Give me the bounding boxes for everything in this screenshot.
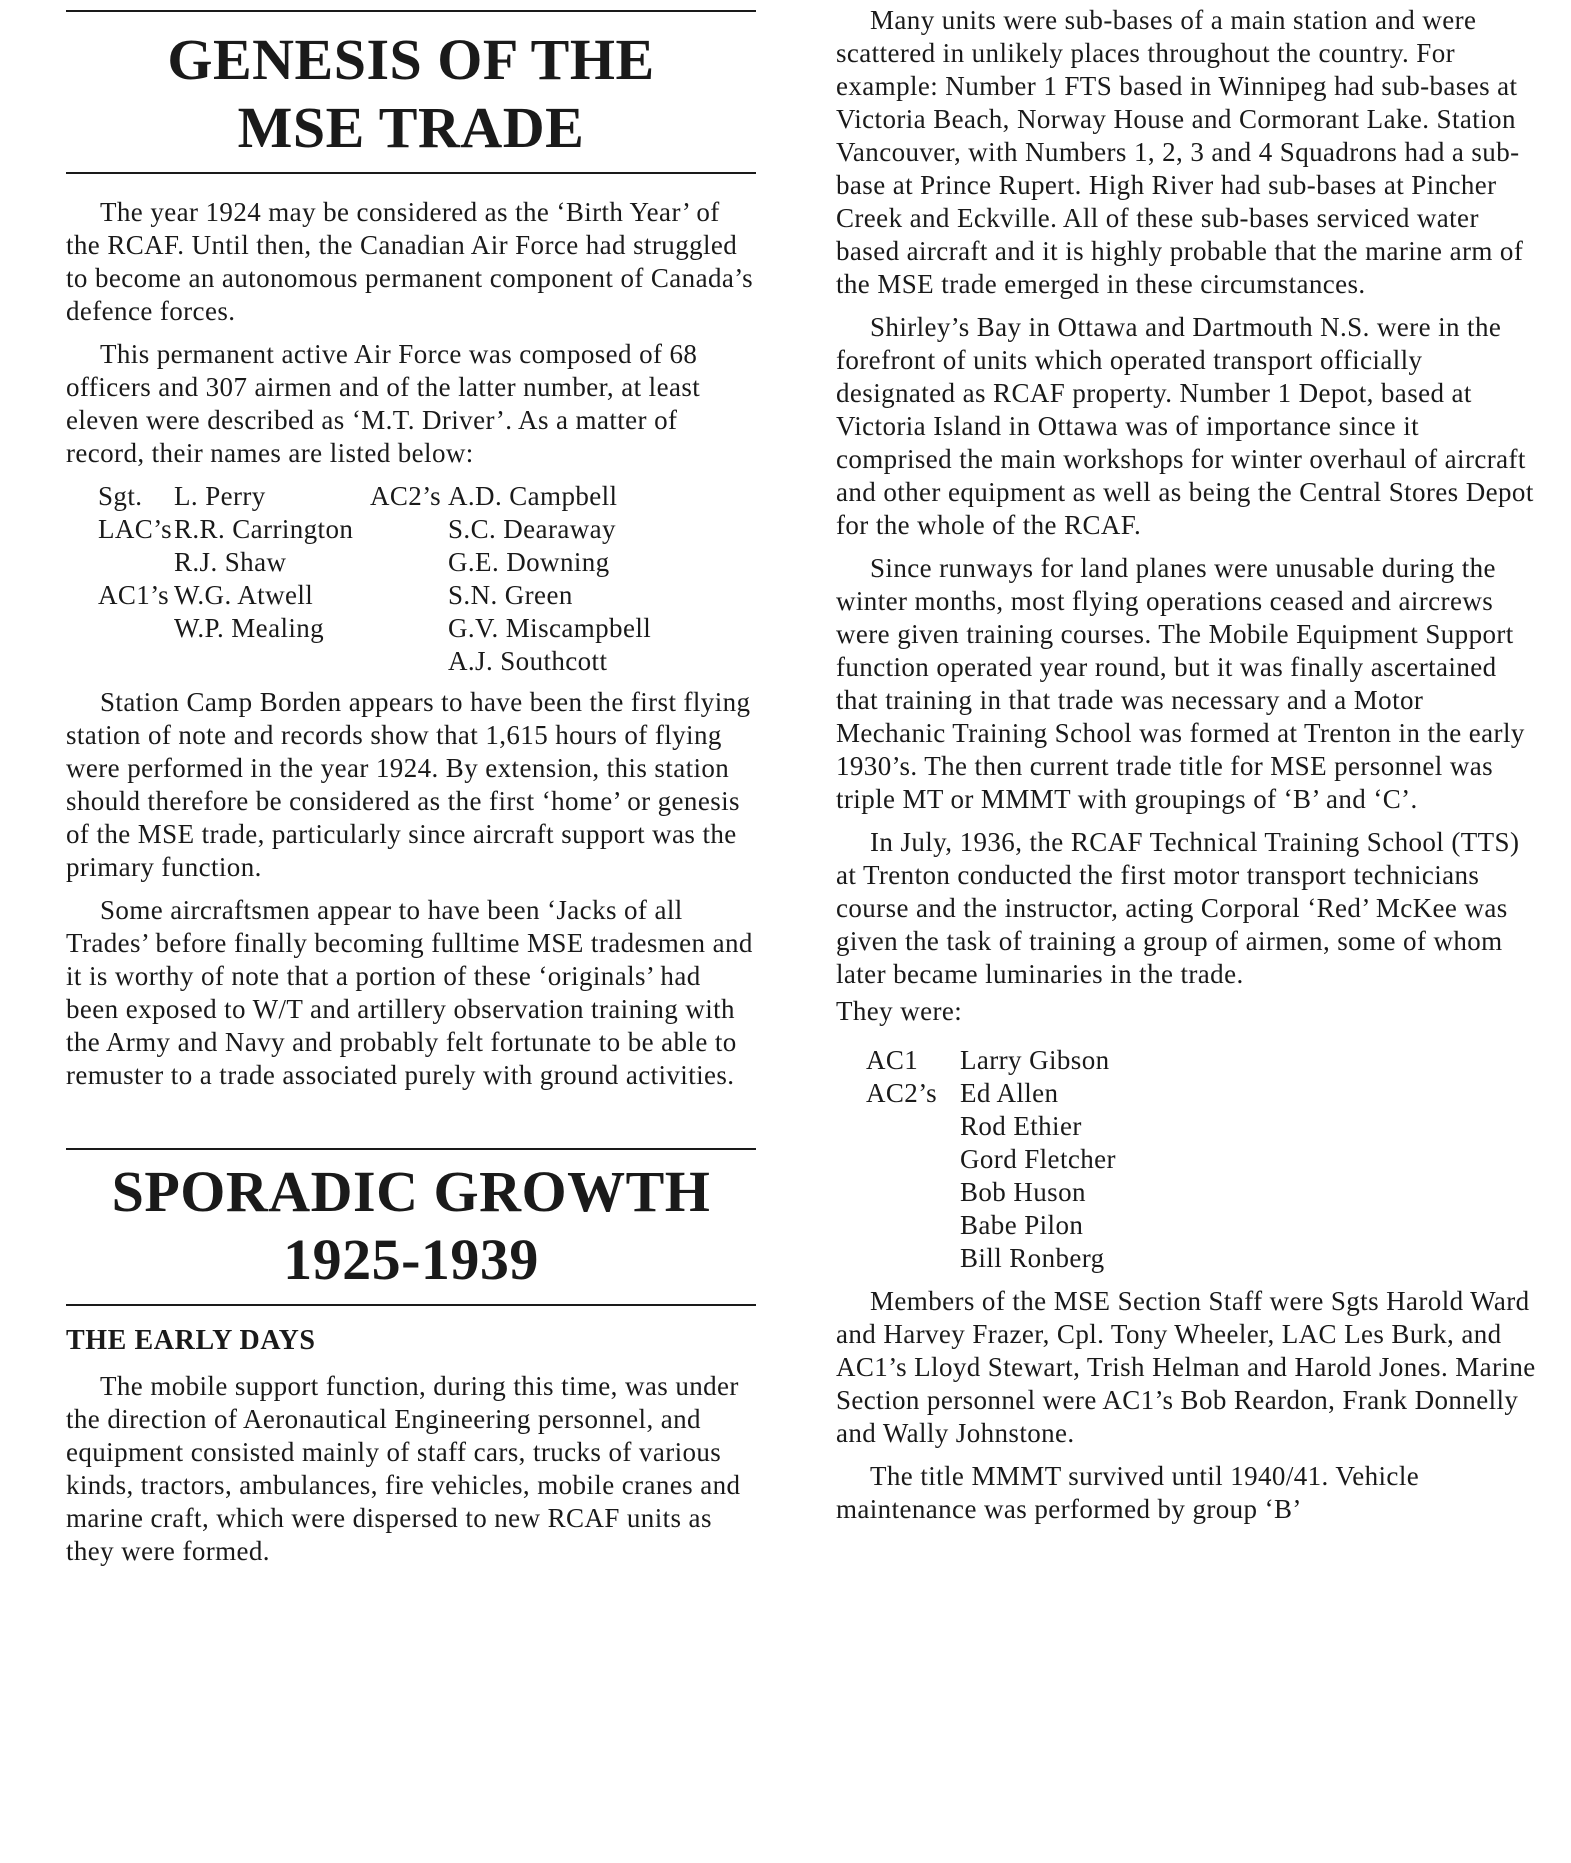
- name: Babe Pilon: [960, 1210, 1084, 1240]
- table-row: [866, 1176, 1116, 1209]
- table-row: [866, 1242, 1116, 1275]
- name: A.J. Southcott: [448, 646, 608, 676]
- subheading: THE EARLY DAYS: [66, 1325, 316, 1356]
- table-row: [866, 1143, 1116, 1176]
- paragraph: Since runways for land planes were unusable during the winter months, most flying operations ceased and aircrews were given training courses. The Mobile Equipment Support function operated year round, but it was finally ascertained that training in that trade was necessary and a Motor Mechanic Training School was formed at Trenton in the early 1930’s. The then current trade title for MSE personnel was triple MT or MMMT with groupings of ‘B’ and ‘C’.: [836, 553, 1525, 814]
- name: W.G. Atwell: [174, 580, 314, 610]
- left-column: [66, 0, 756, 1578]
- name: Larry Gibson: [960, 1045, 1110, 1075]
- paragraph: Station Camp Borden appears to have been the first flying station of note and records show that 1,615 hours of flying were performed in the year 1924. By extension, this station should therefore be considered as the first ‘home’ or genesis of the MSE trade, particularly since aircraft support was the primary function.: [66, 687, 751, 882]
- table-row: [98, 480, 651, 513]
- name: Rod Ethier: [960, 1111, 1082, 1141]
- table-row: [866, 1209, 1116, 1242]
- name: [174, 645, 370, 678]
- name: Gord Fletcher: [960, 1144, 1116, 1174]
- paragraph: Some aircraftsmen appear to have been ‘Jacks of all Trades’ before finally becoming fulltime MSE tradesmen and it is worthy of note that a portion of these ‘originals’ had been exposed to W/T and artillery observation training with the Army and Navy and probably felt fortunate to be able to remuster to a trade associated purely with ground activities.: [66, 895, 753, 1090]
- rank: AC2’s: [866, 1078, 938, 1108]
- paragraph: The year 1924 may be considered as the ‘Birth Year’ of the RCAF. Until then, the Canadian Air Force had struggled to become an autonomous permanent component of Canada’s defence forces.: [66, 197, 754, 326]
- paragraph: Members of the MSE Section Staff were Sgts Harold Ward and Harvey Frazer, Cpl. Tony Wheeler, LAC Les Burk, and AC1’s Lloyd Stewart, Trish Helman and Harold Jones. Marine Section personnel were AC1’s Bob Reardon, Frank Donnelly and Wally Johnstone.: [836, 1286, 1536, 1448]
- name: G.V. Miscampbell: [448, 613, 652, 643]
- table-row: [98, 513, 651, 546]
- section-title-sporadic-growth: [66, 1158, 756, 1294]
- table-row: [98, 579, 651, 612]
- table-row: [98, 645, 651, 678]
- name: W.P. Mealing: [174, 613, 325, 643]
- title-line: GENESIS OF THE: [167, 27, 655, 92]
- paragraph: This permanent active Air Force was composed of 68 officers and 307 airmen and of the latter number, at least eleven were described as ‘M.T. Driver’. As a matter of record, their names are listed below:: [66, 339, 701, 468]
- title-rule: [66, 172, 756, 174]
- rank: [370, 579, 448, 612]
- rank: [866, 1176, 960, 1209]
- paragraph: Many units were sub-bases of a main station and were scattered in unlikely places throughout the country. For example: Number 1 FTS based in Winnipeg had sub-bases at Victoria Beach, Norway House and Cormorant Lake. Station Vancouver, with Numbers 1, 2, 3 and 4 Squadrons had a sub-base at Prince Rupert. High River had sub-bases at Pincher Creek and Eckville. All of these sub-bases serviced water based aircraft and it is highly probable that the marine arm of the MSE trade emerged in these circumstances.: [836, 5, 1524, 299]
- paragraph: They were:: [836, 996, 963, 1026]
- course-members-list: [866, 1044, 1116, 1275]
- name: Bob Huson: [960, 1177, 1086, 1207]
- paragraph: The mobile support function, during this time, was under the direction of Aeronautical Engineering personnel, and equipment consisted mainly of staff cars, trucks of various kinds, tractors, ambulances, fire vehicles, mobile cranes and marine craft, which were dispersed to new RCAF units as they were formed.: [66, 1371, 741, 1566]
- rank: [370, 612, 448, 645]
- table-row: [98, 546, 651, 579]
- rank: [866, 1110, 960, 1143]
- title-line: 1925-1939: [283, 1227, 539, 1292]
- name: G.E. Downing: [448, 547, 610, 577]
- mt-driver-names: [98, 480, 651, 678]
- rank: AC1’s: [98, 580, 170, 610]
- name: R.R. Carrington: [174, 514, 354, 544]
- name: S.N. Green: [448, 580, 573, 610]
- rank: [866, 1209, 960, 1242]
- rank: [370, 645, 448, 678]
- rank: [98, 612, 174, 645]
- top-rule: [66, 10, 756, 12]
- rank: LAC’s: [98, 514, 173, 544]
- title-line: MSE TRADE: [237, 95, 585, 160]
- rank: [370, 513, 448, 546]
- table-row: [866, 1044, 1116, 1077]
- rank: AC1: [866, 1045, 919, 1075]
- right-column: [836, 4, 1536, 1536]
- section-title-genesis: [66, 26, 756, 162]
- paragraph: In July, 1936, the RCAF Technical Training School (TTS) at Trenton conducted the first motor transport technicians course and the instructor, acting Corporal ‘Red’ McKee was given the task of training a group of airmen, some of whom later became luminaries in the trade.: [836, 827, 1520, 989]
- rank: AC2’s: [370, 481, 442, 511]
- name: R.J. Shaw: [174, 547, 287, 577]
- rank: [370, 546, 448, 579]
- name: L. Perry: [174, 481, 266, 511]
- table-row: [98, 612, 651, 645]
- name: Bill Ronberg: [960, 1243, 1105, 1273]
- rank: [98, 546, 174, 579]
- name: S.C. Dearaway: [448, 514, 616, 544]
- table-row: [866, 1077, 1116, 1110]
- paragraph: The title MMMT survived until 1940/41. Vehicle maintenance was performed by group ‘B’: [836, 1461, 1420, 1524]
- rank: [866, 1242, 960, 1275]
- rank: Sgt.: [98, 481, 143, 511]
- title-line: SPORADIC GROWTH: [111, 1159, 711, 1224]
- table-row: [866, 1110, 1116, 1143]
- paragraph: Shirley’s Bay in Ottawa and Dartmouth N.S. were in the forefront of units which operated transport officially designated as RCAF property. Number 1 Depot, based at Victoria Island in Ottawa was of importance since it comprised the main workshops for winter overhaul of aircraft and other equipment as well as being the Central Stores Depot for the whole of the RCAF.: [836, 312, 1534, 540]
- title-rule: [66, 1304, 756, 1306]
- name: A.D. Campbell: [448, 481, 618, 511]
- rank: [866, 1143, 960, 1176]
- section-rule: [66, 1148, 756, 1150]
- name: Ed Allen: [960, 1078, 1059, 1108]
- rank: [98, 645, 174, 678]
